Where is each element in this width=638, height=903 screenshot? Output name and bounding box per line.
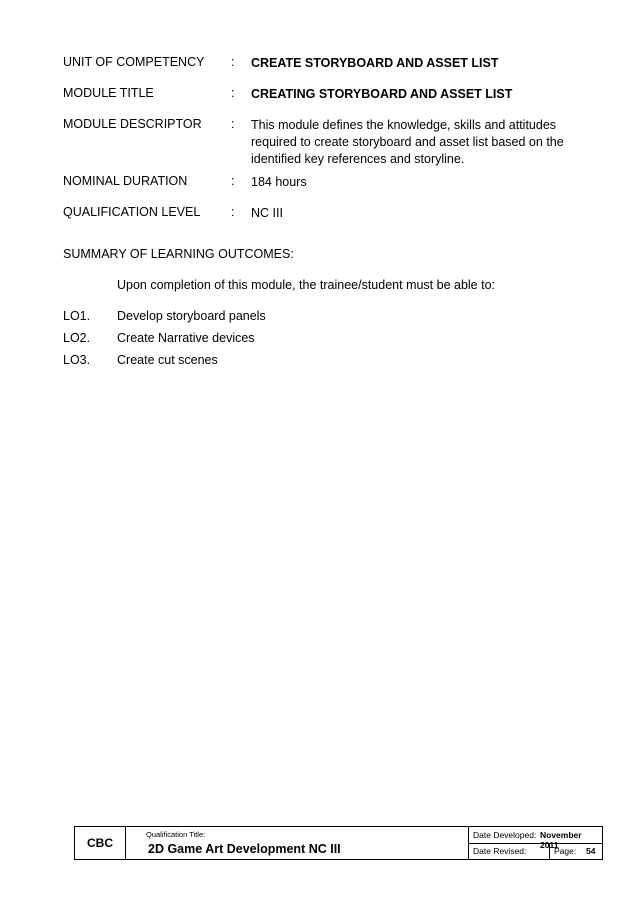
field-label: NOMINAL DURATION [63, 174, 188, 188]
field-value: This module defines the knowledge, skills and attitudes required to create storyboard and asset list based on the identified key references and storyline. [251, 118, 564, 166]
date-developed-value: November 2011 [540, 830, 582, 850]
field-colon: : [231, 174, 235, 188]
field-value: NC III [251, 206, 283, 220]
page-number-cell [549, 844, 603, 859]
date-revised-label: Date Revised: [473, 846, 527, 856]
date-developed-row [469, 827, 602, 850]
field-value: CREATE STORYBOARD AND ASSET LIST [251, 56, 499, 70]
qualification-title: 2D Game Art Development NC III [148, 842, 341, 856]
page-number: 54 [586, 846, 596, 856]
field-colon: : [231, 205, 235, 219]
qualification-label: Qualification Title: [146, 830, 206, 839]
page-label: Page: [554, 846, 577, 856]
field-value: CREATING STORYBOARD AND ASSET LIST [251, 87, 513, 101]
field-label: MODULE DESCRIPTOR [63, 117, 202, 131]
date-developed-label: Date Developed: [473, 830, 537, 840]
field-colon: : [231, 55, 235, 69]
outcome-code: LO2. [63, 331, 91, 345]
footer-qualification [126, 827, 469, 859]
outcome-text: Develop storyboard panels [117, 309, 266, 323]
outcome-text: Create cut scenes [117, 353, 218, 367]
footer-cbc: CBC [75, 827, 126, 859]
outcome-code: LO1. [63, 309, 91, 323]
field-value: 184 hours [251, 175, 307, 189]
field-label: MODULE TITLE [63, 86, 154, 100]
summary-title: SUMMARY OF LEARNING OUTCOMES: [63, 247, 294, 261]
field-colon: : [231, 117, 235, 131]
outcome-text: Create Narrative devices [117, 331, 255, 345]
page-footer [74, 826, 603, 860]
footer-dates [469, 827, 602, 859]
field-label: UNIT OF COMPETENCY [63, 55, 205, 69]
summary-intro: Upon completion of this module, the trainee/student must be able to: [117, 278, 496, 292]
field-label: QUALIFICATION LEVEL [63, 205, 201, 219]
date-revised-row [469, 844, 602, 859]
field-colon: : [231, 86, 235, 100]
outcome-code: LO3. [63, 353, 91, 367]
